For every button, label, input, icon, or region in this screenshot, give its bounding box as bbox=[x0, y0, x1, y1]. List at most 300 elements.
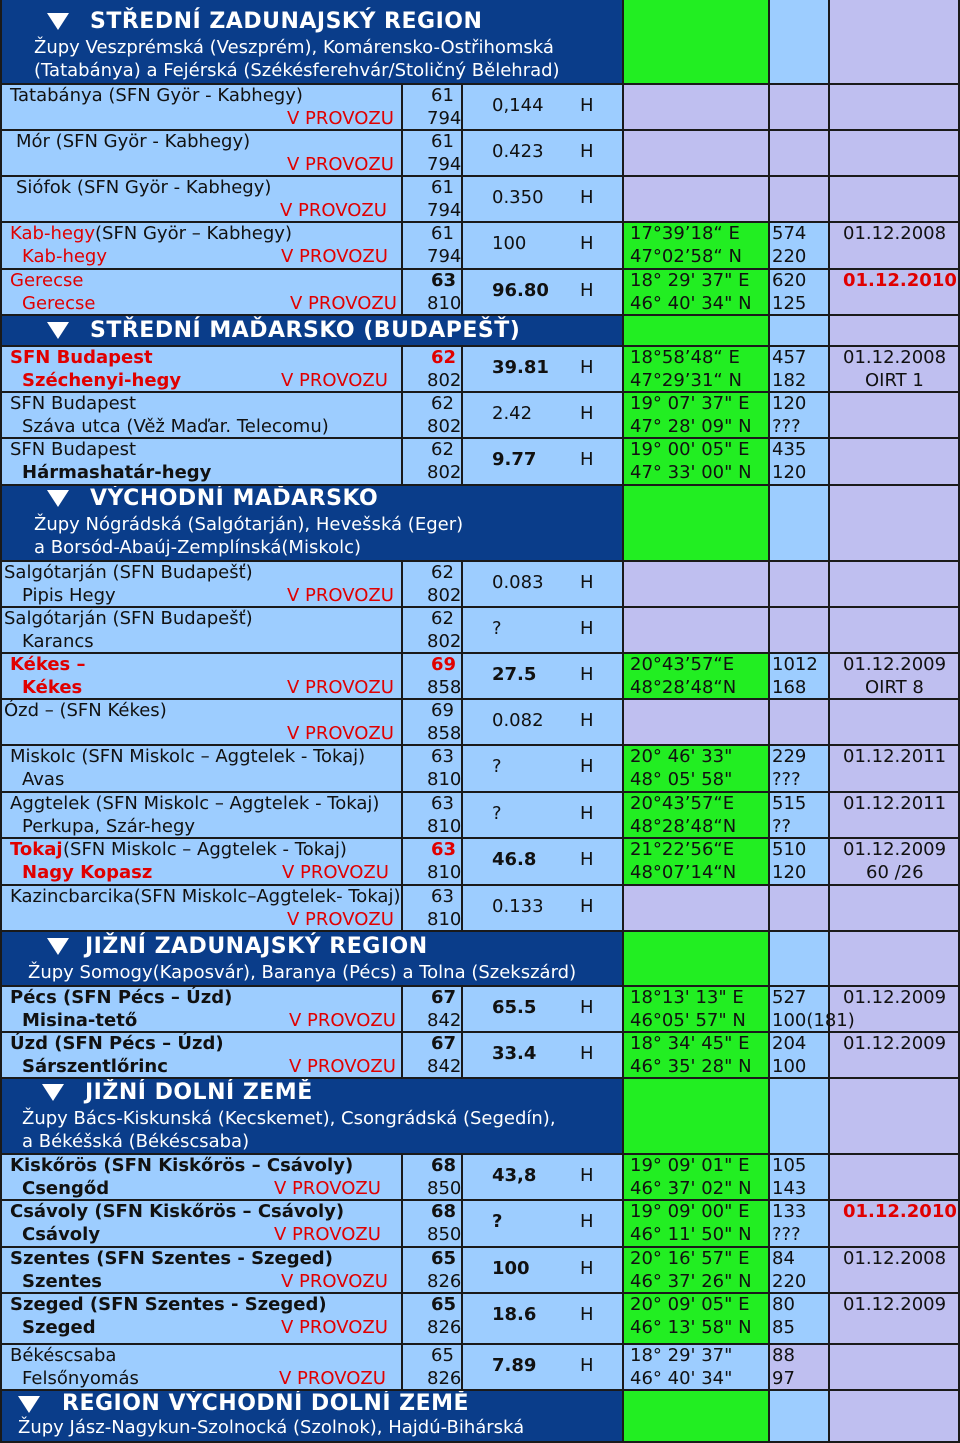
longitude: 17°39’18“ E bbox=[630, 223, 740, 244]
section-title: STŘEDNÍ ZADUNAJSKÝ REGION bbox=[90, 9, 483, 34]
section-subtitle: Župy Somogy(Kaposvár), Baranya (Pécs) a Tolna (Szekszárd) bbox=[28, 962, 577, 983]
frequency-mhz: 794 bbox=[427, 246, 462, 267]
power-kw: ? bbox=[492, 1211, 503, 1232]
column-divider bbox=[768, 485, 770, 561]
channel-number: 63 bbox=[431, 746, 454, 767]
power-kw: 0.082 bbox=[492, 710, 544, 731]
section-title: JIŽNÍ DOLNÍ ZEMĚ bbox=[85, 1080, 313, 1105]
altitude: 88 bbox=[772, 1345, 795, 1366]
altitude: 80 bbox=[772, 1294, 795, 1315]
antenna-height: ??? bbox=[772, 416, 801, 437]
status-badge: V PROVOZU bbox=[274, 1224, 381, 1245]
expand-triangle-icon bbox=[47, 938, 69, 955]
station-network: (SFN Miskolc – Aggtelek - Tokaj) bbox=[63, 839, 347, 860]
channel-number: 67 bbox=[431, 1033, 457, 1054]
polarization: H bbox=[580, 1165, 594, 1186]
channel-number: 68 bbox=[431, 1201, 457, 1222]
station-name: Salgótarján (SFN Budapešť) bbox=[4, 562, 253, 583]
column-divider bbox=[768, 84, 770, 315]
longitude: 20°43’57“E bbox=[630, 654, 735, 675]
start-date: 01.12.2011 bbox=[843, 746, 947, 767]
column-divider bbox=[622, 485, 624, 561]
channel-number: 62 bbox=[431, 562, 454, 583]
channel-number: 61 bbox=[431, 85, 454, 106]
row-divider bbox=[0, 484, 960, 486]
column-divider bbox=[828, 315, 830, 346]
power-kw: 65.5 bbox=[492, 997, 537, 1018]
latitude: 46° 11' 50" N bbox=[630, 1224, 752, 1245]
channel-number: 69 bbox=[431, 700, 454, 721]
antenna-height: ?? bbox=[772, 816, 792, 837]
channel-number: 65 bbox=[431, 1345, 454, 1366]
station-name: Ózd – (SFN Kékes) bbox=[4, 700, 167, 721]
station-location: Gerecse bbox=[22, 293, 96, 314]
power-kw: 7.89 bbox=[492, 1355, 537, 1376]
station-name: Békéscsaba bbox=[10, 1345, 117, 1366]
frequency-mhz: 810 bbox=[427, 293, 462, 314]
station-name: Mór (SFN Györ - Kabhegy) bbox=[16, 131, 251, 152]
station-name: Tokaj bbox=[10, 839, 63, 860]
antenna-height: 100(181) bbox=[772, 1010, 855, 1031]
antenna-height: 85 bbox=[772, 1317, 795, 1338]
power-kw: 0.423 bbox=[492, 141, 544, 162]
section-title: VÝCHODNÍ MAĎARSKO bbox=[90, 486, 379, 511]
section-subtitle: Župy Jász-Nagykun-Szolnocká (Szolnok), Hajdú-Bihárská bbox=[18, 1417, 525, 1438]
altitude: 527 bbox=[772, 987, 807, 1008]
polarization: H bbox=[580, 233, 594, 254]
row-divider bbox=[0, 314, 960, 316]
station-location: Széchenyi-hegy bbox=[22, 370, 182, 391]
column-divider bbox=[622, 0, 624, 84]
station-name: Szentes (SFN Szentes - Szeged) bbox=[10, 1248, 333, 1269]
polarization: H bbox=[580, 896, 594, 917]
start-date: 01.12.2011 bbox=[843, 793, 947, 814]
station-name: Csávoly (SFN Kiskőrös – Csávoly) bbox=[10, 1201, 345, 1222]
frequency-mhz: 842 bbox=[427, 1056, 462, 1077]
start-date: 01.12.2010 bbox=[843, 270, 957, 291]
station-location: Csávoly bbox=[22, 1224, 101, 1245]
altitude: 105 bbox=[772, 1155, 807, 1176]
status-badge: V PROVOZU bbox=[281, 246, 388, 267]
polarization: H bbox=[580, 280, 594, 301]
latitude: 46°05' 57" N bbox=[630, 1010, 746, 1031]
status-badge: V PROVOZU bbox=[274, 1178, 381, 1199]
latitude: 47°29’31“ N bbox=[630, 370, 742, 391]
station-name: Szeged (SFN Szentes - Szeged) bbox=[10, 1294, 327, 1315]
column-divider bbox=[828, 986, 830, 1078]
latitude: 46° 37' 26" N bbox=[630, 1271, 752, 1292]
power-kw: 100 bbox=[492, 1258, 530, 1279]
channel-number: 65 bbox=[431, 1248, 457, 1269]
station-name: Siófok (SFN Györ - Kabhegy) bbox=[16, 177, 272, 198]
antenna-height: 120 bbox=[772, 862, 807, 883]
station-location: Avas bbox=[22, 769, 65, 790]
channel-number: 63 bbox=[431, 886, 454, 907]
column-divider bbox=[622, 931, 624, 986]
blank-row-bg-2 bbox=[768, 84, 828, 222]
station-name: Salgótarján (SFN Budapešť) bbox=[4, 608, 253, 629]
frequency-mhz: 802 bbox=[427, 462, 462, 483]
channel-number: 69 bbox=[431, 654, 457, 675]
power-kw: ? bbox=[492, 756, 502, 777]
start-date: 01.12.2009 bbox=[843, 1294, 947, 1315]
antenna-height: 143 bbox=[772, 1178, 807, 1199]
column-divider bbox=[768, 986, 770, 1078]
column-divider bbox=[622, 1154, 624, 1390]
polarization: H bbox=[580, 357, 594, 378]
frequency-mhz: 802 bbox=[427, 416, 462, 437]
column-divider bbox=[401, 346, 403, 485]
frequency-mhz: 826 bbox=[427, 1368, 462, 1389]
power-kw: ? bbox=[492, 618, 502, 639]
column-divider bbox=[622, 986, 624, 1078]
latitude: 46° 35' 28" N bbox=[630, 1056, 752, 1077]
altitude: 510 bbox=[772, 839, 807, 860]
polarization: H bbox=[580, 1355, 594, 1376]
altitude: 229 bbox=[772, 746, 807, 767]
channel-number: 62 bbox=[431, 347, 457, 368]
section-subtitle: a Békéšská (Békéscsaba) bbox=[22, 1131, 250, 1152]
polarization: H bbox=[580, 997, 594, 1018]
expand-triangle-icon bbox=[47, 490, 69, 507]
station-location: Csengőd bbox=[22, 1178, 110, 1199]
section-subtitle: (Tatabánya) a Fejérská (Székésferehvár/Stoličný Bělehrad) bbox=[34, 60, 560, 81]
polarization: H bbox=[580, 756, 594, 777]
station-location: Nagy Kopasz bbox=[22, 862, 153, 883]
longitude: 18° 29' 37" E bbox=[630, 270, 750, 291]
blank-row-bg-5 bbox=[622, 885, 960, 931]
column-divider bbox=[622, 561, 624, 931]
row-divider bbox=[0, 1343, 960, 1345]
note: OIRT 1 bbox=[865, 370, 924, 391]
longitude: 20° 09' 05" E bbox=[630, 1294, 750, 1315]
antenna-height: 220 bbox=[772, 246, 807, 267]
polarization: H bbox=[580, 572, 594, 593]
start-date: 01.12.2009 bbox=[843, 654, 947, 675]
longitude: 20° 16' 57" E bbox=[630, 1248, 750, 1269]
column-divider bbox=[622, 1390, 624, 1443]
polarization: H bbox=[580, 141, 594, 162]
latitude: 46° 40' 34" N bbox=[630, 293, 752, 314]
polarization: H bbox=[580, 1043, 594, 1064]
start-date: 01.12.2010 bbox=[843, 1201, 957, 1222]
column-divider bbox=[401, 986, 403, 1078]
power-kw: 27.5 bbox=[492, 664, 537, 685]
antenna-height: 97 bbox=[772, 1368, 795, 1389]
power-kw: 100 bbox=[492, 233, 527, 254]
station-name: Gerecse bbox=[10, 270, 84, 291]
frequency-mhz: 810 bbox=[427, 816, 462, 837]
polarization: H bbox=[580, 95, 594, 116]
section-subtitle: Župy Veszprémská (Veszprém), Komárensko-Ostřihomská bbox=[34, 37, 554, 58]
column-divider bbox=[828, 1154, 830, 1390]
altitude: 120 bbox=[772, 393, 807, 414]
start-date: 01.12.2008 bbox=[843, 1248, 947, 1269]
start-date: 01.12.2008 bbox=[843, 223, 947, 244]
status-badge: V PROVOZU bbox=[287, 108, 394, 129]
station-name: Pécs (SFN Pécs – Úzd) bbox=[10, 987, 233, 1008]
station-location: Szentes bbox=[22, 1271, 102, 1292]
channel-number: 63 bbox=[431, 793, 454, 814]
status-badge: V PROVOZU bbox=[281, 1271, 388, 1292]
column-divider bbox=[768, 1078, 770, 1154]
altitude: 1012 bbox=[772, 654, 818, 675]
station-name: Kab-hegy bbox=[10, 223, 95, 244]
polarization: H bbox=[580, 618, 594, 639]
status-badge: V PROVOZU bbox=[287, 723, 394, 744]
station-location: Szeged bbox=[22, 1317, 96, 1338]
frequency-mhz: 826 bbox=[427, 1271, 462, 1292]
power-kw: 9.77 bbox=[492, 449, 537, 470]
section-title: STŘEDNÍ MAĎARSKO (BUDAPEŠŤ) bbox=[90, 318, 521, 343]
polarization: H bbox=[580, 1258, 594, 1279]
station-location: Hármashatár-hegy bbox=[22, 462, 212, 483]
station-name: SFN Budapest bbox=[10, 439, 137, 460]
antenna-height: 220 bbox=[772, 1271, 807, 1292]
column-divider bbox=[401, 561, 403, 931]
frequency-mhz: 810 bbox=[427, 909, 462, 930]
altitude: 620 bbox=[772, 270, 807, 291]
station-name: SFN Budapest bbox=[10, 347, 153, 368]
section-title: JIŽNÍ ZADUNAJSKÝ REGION bbox=[85, 934, 428, 959]
start-date: 01.12.2009 bbox=[843, 1033, 947, 1054]
latitude: 48°28’48“N bbox=[630, 677, 737, 698]
section-title: REGION VÝCHODNÍ DOLNÍ ZEMĚ bbox=[62, 1391, 470, 1416]
station-name: Kiskőrös (SFN Kiskőrös – Csávoly) bbox=[10, 1155, 354, 1176]
station-location: Kab-hegy bbox=[22, 246, 107, 267]
longitude: 19° 09' 00" E bbox=[630, 1201, 750, 1222]
antenna-height: 120 bbox=[772, 462, 807, 483]
power-kw: 2.42 bbox=[492, 403, 533, 424]
channel-number: 67 bbox=[431, 987, 457, 1008]
channel-number: 68 bbox=[431, 1155, 457, 1176]
expand-triangle-icon bbox=[42, 1084, 64, 1101]
latitude: 46° 40' 34" bbox=[630, 1368, 733, 1389]
frequency-mhz: 802 bbox=[427, 585, 462, 606]
latitude: 48°07’14“N bbox=[630, 862, 737, 883]
status-badge: V PROVOZU bbox=[287, 677, 394, 698]
station-location: Perkupa, Szár-hegy bbox=[22, 816, 196, 837]
longitude: 20°43’57“E bbox=[630, 793, 735, 814]
column-divider bbox=[622, 346, 624, 485]
frequency-mhz: 850 bbox=[427, 1224, 462, 1245]
blank-row-bg-4 bbox=[622, 699, 960, 745]
column-divider bbox=[768, 346, 770, 485]
column-divider bbox=[828, 485, 830, 561]
column-divider bbox=[828, 84, 830, 315]
note: 60 /26 bbox=[866, 862, 924, 883]
status-badge: V PROVOZU bbox=[287, 154, 394, 175]
column-divider bbox=[768, 561, 770, 931]
antenna-height: 168 bbox=[772, 677, 807, 698]
section-subtitle: Župy Nógrádská (Salgótarján), Hevešská (Eger) bbox=[34, 514, 464, 535]
frequency-mhz: 858 bbox=[427, 677, 462, 698]
power-kw: 0.083 bbox=[492, 572, 544, 593]
channel-number: 62 bbox=[431, 439, 454, 460]
longitude: 18°13' 13" E bbox=[630, 987, 744, 1008]
section-subtitle: a Borsód-Abaúj-Zemplínská(Miskolc) bbox=[34, 537, 362, 558]
status-badge: V PROVOZU bbox=[289, 1010, 396, 1031]
altitude: 84 bbox=[772, 1248, 795, 1269]
station-location: Felsőnyomás bbox=[22, 1368, 139, 1389]
expand-triangle-icon bbox=[18, 1396, 40, 1413]
polarization: H bbox=[580, 403, 594, 424]
latitude: 47°02’58“ N bbox=[630, 246, 742, 267]
column-divider bbox=[768, 0, 770, 84]
column-divider bbox=[622, 84, 624, 315]
status-badge: V PROVOZU bbox=[287, 909, 394, 930]
station-name: Úzd (SFN Pécs – Úzd) bbox=[10, 1033, 224, 1054]
status-badge: V PROVOZU bbox=[290, 293, 397, 314]
polarization: H bbox=[580, 1304, 594, 1325]
start-date: 01.12.2009 bbox=[843, 839, 947, 860]
altitude: 574 bbox=[772, 223, 807, 244]
power-kw: 33.4 bbox=[492, 1043, 537, 1064]
power-kw: 39.81 bbox=[492, 357, 549, 378]
status-badge: V PROVOZU bbox=[281, 1317, 388, 1338]
station-location: Pipis Hegy bbox=[22, 585, 116, 606]
antenna-height: 100 bbox=[772, 1056, 807, 1077]
start-date: 01.12.2008 bbox=[843, 347, 947, 368]
polarization: H bbox=[580, 710, 594, 731]
latitude: 48° 05' 58" bbox=[630, 769, 733, 790]
channel-number: 61 bbox=[431, 223, 454, 244]
station-name: SFN Budapest bbox=[10, 393, 137, 414]
power-kw: 0.350 bbox=[492, 187, 544, 208]
status-badge: V PROVOZU bbox=[281, 370, 388, 391]
column-divider bbox=[768, 315, 770, 346]
channel-number: 61 bbox=[431, 177, 454, 198]
channel-number: 63 bbox=[431, 839, 457, 860]
frequency-mhz: 842 bbox=[427, 1010, 462, 1031]
longitude: 18°58’48“ E bbox=[630, 347, 740, 368]
channel-number: 62 bbox=[431, 608, 454, 629]
frequency-mhz: 826 bbox=[427, 1317, 462, 1338]
frequency-mhz: 794 bbox=[427, 154, 462, 175]
station-name: Kékes – bbox=[10, 654, 86, 675]
expand-triangle-icon bbox=[47, 322, 69, 339]
station-name: Tatabánya (SFN Györ - Kabhegy) bbox=[10, 85, 303, 106]
antenna-height: 182 bbox=[772, 370, 807, 391]
latitude: 46° 13' 58" N bbox=[630, 1317, 752, 1338]
polarization: H bbox=[580, 803, 594, 824]
status-badge: V PROVOZU bbox=[279, 1368, 386, 1389]
frequency-mhz: 794 bbox=[427, 108, 462, 129]
station-network: (SFN Györ – Kabhegy) bbox=[95, 223, 292, 244]
frequency-mhz: 858 bbox=[427, 723, 462, 744]
power-kw: 0,144 bbox=[492, 95, 544, 116]
power-kw: 96.80 bbox=[492, 280, 549, 301]
longitude: 19° 07' 37" E bbox=[630, 393, 750, 414]
column-divider bbox=[401, 1154, 403, 1390]
station-name: Aggtelek (SFN Miskolc – Aggtelek - Tokaj) bbox=[10, 793, 380, 814]
antenna-height: ??? bbox=[772, 769, 801, 790]
latitude: 47° 28' 09" N bbox=[630, 416, 752, 437]
note: OIRT 8 bbox=[865, 677, 924, 698]
column-divider bbox=[828, 561, 830, 931]
column-divider bbox=[768, 931, 770, 986]
longitude: 20° 46' 33" bbox=[630, 746, 733, 767]
row-divider bbox=[0, 930, 960, 932]
altitude: 457 bbox=[772, 347, 807, 368]
longitude: 19° 00' 05" E bbox=[630, 439, 750, 460]
power-kw: 46.8 bbox=[492, 849, 537, 870]
polarization: H bbox=[580, 449, 594, 470]
altitude: 204 bbox=[772, 1033, 807, 1054]
column-divider bbox=[828, 1078, 830, 1154]
latitude: 48°28’48“N bbox=[630, 816, 737, 837]
expand-triangle-icon bbox=[47, 13, 69, 30]
frequency-mhz: 794 bbox=[427, 200, 462, 221]
longitude: 21°22’56“E bbox=[630, 839, 735, 860]
column-divider bbox=[828, 1390, 830, 1443]
polarization: H bbox=[580, 664, 594, 685]
status-badge: V PROVOZU bbox=[280, 200, 387, 221]
column-divider bbox=[768, 1390, 770, 1443]
row-divider bbox=[0, 1389, 960, 1391]
status-badge: V PROVOZU bbox=[289, 1056, 396, 1077]
polarization: H bbox=[580, 187, 594, 208]
altitude: 435 bbox=[772, 439, 807, 460]
channel-number: 65 bbox=[431, 1294, 457, 1315]
column-divider bbox=[401, 84, 403, 315]
station-location: Sárszentlőrinc bbox=[22, 1056, 168, 1077]
status-badge: V PROVOZU bbox=[282, 862, 389, 883]
power-kw: 43,8 bbox=[492, 1165, 537, 1186]
frequency-mhz: 810 bbox=[427, 862, 462, 883]
station-location: Kékes bbox=[22, 677, 83, 698]
station-location: Karancs bbox=[22, 631, 94, 652]
column-divider bbox=[828, 931, 830, 986]
longitude: 18° 29' 37" bbox=[630, 1345, 733, 1366]
latitude: 47° 33' 00" N bbox=[630, 462, 752, 483]
column-divider bbox=[768, 1154, 770, 1390]
station-location: Misina-tető bbox=[22, 1010, 138, 1031]
frequency-mhz: 802 bbox=[427, 370, 462, 391]
column-divider bbox=[622, 1078, 624, 1154]
frequency-mhz: 802 bbox=[427, 631, 462, 652]
station-name: Kazincbarcika(SFN Miskolc–Aggtelek- Tokaj) bbox=[10, 886, 401, 907]
latitude: 46° 37' 02" N bbox=[630, 1178, 752, 1199]
status-badge: V PROVOZU bbox=[287, 585, 394, 606]
antenna-height: 125 bbox=[772, 293, 807, 314]
longitude: 18° 34' 45" E bbox=[630, 1033, 750, 1054]
polarization: H bbox=[580, 1211, 594, 1232]
altitude: 133 bbox=[772, 1201, 807, 1222]
frequency-mhz: 850 bbox=[427, 1178, 462, 1199]
station-name: Miskolc (SFN Miskolc – Aggtelek - Tokaj) bbox=[10, 746, 366, 767]
column-divider bbox=[828, 0, 830, 84]
channel-number: 61 bbox=[431, 131, 454, 152]
altitude: 515 bbox=[772, 793, 807, 814]
column-divider bbox=[828, 346, 830, 485]
section-subtitle: Župy Bács-Kiskunská (Kecskemet), Csongrádská (Segedín), bbox=[22, 1108, 556, 1129]
row-divider bbox=[0, 268, 960, 270]
polarization: H bbox=[580, 849, 594, 870]
power-kw: 0.133 bbox=[492, 896, 544, 917]
power-kw: 18.6 bbox=[492, 1304, 537, 1325]
channel-number: 63 bbox=[431, 270, 457, 291]
antenna-height: ??? bbox=[772, 1224, 801, 1245]
longitude: 19° 09' 01" E bbox=[630, 1155, 750, 1176]
column-divider bbox=[0, 0, 2, 1443]
power-kw: ? bbox=[492, 803, 502, 824]
frequency-mhz: 810 bbox=[427, 769, 462, 790]
station-location: Száva utca (Věž Maďar. Telecomu) bbox=[22, 416, 329, 437]
column-divider bbox=[622, 315, 624, 346]
start-date: 01.12.2009 bbox=[843, 987, 947, 1008]
channel-number: 62 bbox=[431, 393, 454, 414]
